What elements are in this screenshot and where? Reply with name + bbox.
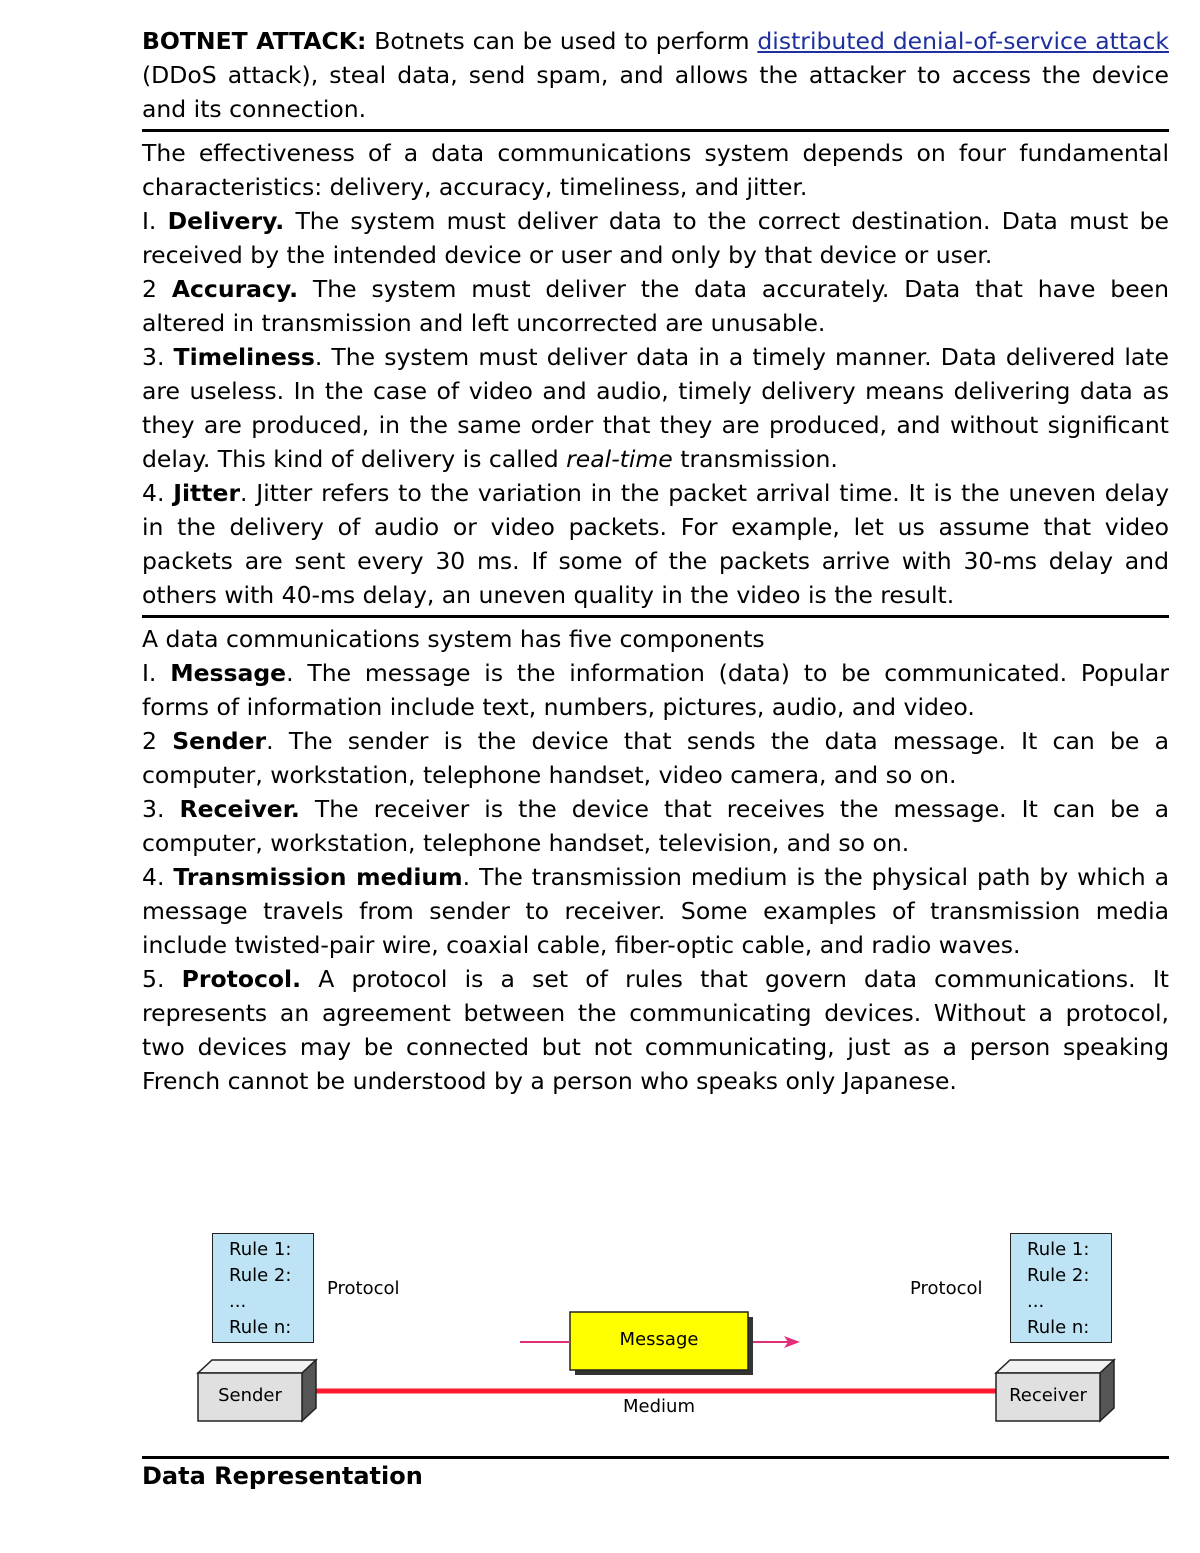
botnet-text-after: (DDoS attack), steal data, send spam, and allows the attacker to access the device and its connection. — [142, 61, 1169, 123]
document-page — [142, 24, 1169, 1098]
receiver-label: Receiver — [1009, 1385, 1087, 1406]
rule-line: Rule n: — [1027, 1317, 1090, 1338]
rule-line: ... — [1027, 1291, 1045, 1312]
characteristic-item: 4. Jitter. Jitter refers to the variation in the packet arrival time. It is the uneven delay in the delivery of audio or video packets. For example, let us assume that video packets are sent every 30 ms. If some of the packets arrive with 30-ms delay and others with 40-ms delay, an uneven quality in the video is the result. — [142, 479, 1169, 609]
rule-line: Rule 2: — [229, 1265, 292, 1286]
right-rules-box — [1010, 1233, 1112, 1343]
characteristic-item: I. Delivery. The system must deliver data to the correct destination. Data must be received by the intended device or user and only by that device or user. — [142, 207, 1169, 269]
section-divider — [142, 129, 1169, 132]
component-item: 4. Transmission medium. The transmission medium is the physical path by which a message travels from sender to receiver. Some examples of transmission media include twisted-pair wire, coaxial cable, fiber-optic cable, and radio waves. — [142, 863, 1169, 959]
receiver-top — [996, 1360, 1114, 1373]
rule-line: Rule 2: — [1027, 1265, 1090, 1286]
component-item: I. Message. The message is the information (data) to be communicated. Popular forms of information include text, numbers, pictures, audio, and video. — [142, 659, 1169, 721]
message-label: Message — [619, 1329, 699, 1350]
component-item: 3. Receiver. The receiver is the device that receives the message. It can be a computer, workstation, telephone handset, television, and so on. — [142, 795, 1169, 857]
rule-line: Rule 1: — [1027, 1239, 1090, 1260]
components-intro: A data communications system has five components — [142, 625, 765, 653]
sender-top — [198, 1360, 316, 1373]
protocol-label-right: Protocol — [910, 1278, 983, 1299]
component-item: 2 Sender. The sender is the device that sends the data message. It can be a computer, workstation, telephone handset, video camera, and so on. — [142, 727, 1170, 789]
botnet-paragraph — [142, 24, 1169, 126]
rule-line: ... — [229, 1291, 247, 1312]
section-divider — [142, 1456, 1169, 1459]
botnet-text: Botnets can be used to perform — [366, 27, 758, 55]
botnet-term: BOTNET ATTACK: — [142, 27, 367, 55]
rule-line: Rule n: — [229, 1317, 292, 1338]
ddos-link[interactable]: distributed denial-of-service attack — [757, 27, 1169, 55]
section-divider — [142, 615, 1169, 618]
medium-label: Medium — [623, 1396, 695, 1417]
characteristics-intro: The effectiveness of a data communications system depends on four fundamental characteristics: delivery, accuracy, timeliness, and jitter. — [142, 139, 1169, 201]
component-item: 5. Protocol. A protocol is a set of rules that govern data communications. It represents an agreement between the communicating devices. Without a protocol, two devices may be connected but not communicating, just as a person speaking French cannot be understood by a person who speaks only Japanese. — [142, 965, 1169, 1095]
sender-label: Sender — [218, 1385, 282, 1406]
protocol-label-left: Protocol — [327, 1278, 400, 1299]
characteristic-item: 3. Timeliness. The system must deliver data in a timely manner. Data delivered late are useless. In the case of video and audio, timely delivery means delivering data as they are produced, in the same order that they are produced, and without significant delay. This kind of delivery is called real-time transmission. — [142, 343, 1169, 473]
data-representation-heading: Data Representation — [142, 1462, 423, 1490]
rule-line: Rule 1: — [229, 1239, 292, 1260]
left-rules-box — [212, 1233, 314, 1343]
protocol-diagram — [194, 1228, 1124, 1428]
characteristic-item: 2 Accuracy. The system must deliver the data accurately. Data that have been altered in transmission and left uncorrected are unusable. — [142, 275, 1169, 337]
